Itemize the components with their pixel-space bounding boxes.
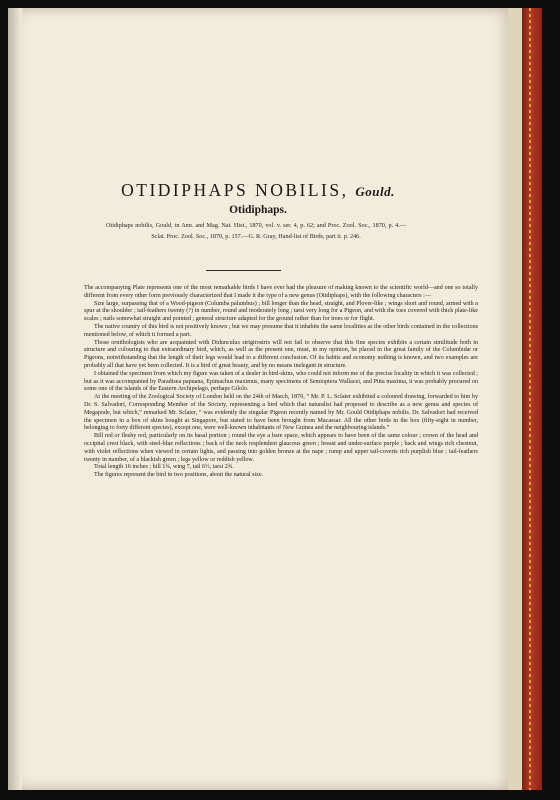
paragraph-4: Those ornithologists who are acquainted with Didunculus strigirostris will not fail to observe that this fine species exhibits a certain similitude both in structure and colouring to that extraordinary bird, which, as well as the present one, must, in my opinion, be placed in the great family of the Columbidæ or Pigeons, notwithstanding that the length of their legs would lead to a different conclusion. Of its habits and economy nothing is known, and two examples are probably all that have yet been collected. It is a bird of great beauty, and by no means inelegant in structure.	[84, 339, 478, 369]
page-edges	[508, 8, 522, 790]
references: Otidiphaps nobilis, Gould, in Ann. and Mag. Nat. Hist., 1870, vol. v. ser. 4, p. 62; and Proc. Zool. Soc., 1870, p. 4.—Sclat. Proc. Zool. Soc., 1870, p. 157.—G. R. Gray, Hand-list of Birds, part ii. p. 246.	[106, 222, 406, 240]
genus-subtitle: Otidiphaps.	[229, 204, 287, 216]
body-text	[84, 285, 478, 480]
book-page	[8, 8, 508, 790]
species-author: Gould.	[355, 184, 395, 199]
paragraph-7: Bill red or fleshy red, particularly on its basal portion ; round the eye a bare space, which appears to have been of the same colour ; crown of the head and occipital crest black, with steel-blue reflections ; back of the neck resplendent glaucous green ; breast and under-surface purple ; back and wings rich chestnut, with violet reflections when viewed in certain lights, and passing into golden bronze at the nape ; rump and upper tail-coverts rich purplish blue ; tail-feathers twenty in number, of a blackish green ; legs yellow or reddish yellow.	[84, 433, 478, 463]
background	[542, 0, 560, 800]
paragraph-3: The native country of this bird is not positively known ; but we may presume that it inhabits the same localities as the other birds contained in the collections mentioned below, of which it formed a part.	[84, 323, 478, 338]
red-binding	[522, 8, 542, 790]
divider-rule	[206, 270, 281, 271]
paragraph-6: At the meeting of the Zoological Society of London held on the 24th of March, 1870, “ Mr. P. L. Sclater exhibited a coloured drawing, forwarded to him by Dr. S. Salvadori, Corresponding Member of the Society, representing a bird which that naturalist had proposed to describe as a new genus and species of Megapode, but which,” remarked Mr. Sclater, “ was evidently the singular Pigeon recently named by Mr. Gould Otidiphaps nobilis. Dr. Salvadori had received the specimen in a box of skins bought at Singapore, but stated to have been brought from Macassar. All the other birds in the box (fifty-eight in number, belonging to forty different species), except one, were well-known inhabitants of New Guinea and the neighbouring islands.”	[84, 394, 478, 432]
paragraph-8: Total length 16 inches ; bill 1¾, wing 7, tail 6½, tarsi 2¾.	[94, 464, 234, 471]
paragraph-1: The accompanying Plate represents one of the most remarkable birds I have ever had the pleasure of making known to the scientific world—and one so totally different from every other form previously characterized that I made it the type of a new genus (Otidiphaps), with the following characters :—	[84, 285, 478, 299]
paragraph-5: I obtained the specimen from which my figure was taken of a dealer in bird-skins, who could not inform me of the precise locality in which it was collected ; but as it was accompanied by Paradisea papuana, Epimachus maximus, many specimens of Semioptera Wallacei, and Pitta maxima, it was probably procured on some one of the islands of the Eastern Archipelago, perhaps Gilolo.	[84, 370, 478, 393]
page-title	[8, 180, 508, 201]
species-title: OTIDIPHAPS NOBILIS,	[121, 180, 349, 200]
page-gutter	[8, 8, 22, 790]
paragraph-9: The figures represent the bird in two positions, about the natural size.	[94, 472, 264, 479]
paragraph-2: Size large, surpassing that of a Wood-pigeon (Columba palumbus) ; bill longer than the head, straight, and Plover-like ; wings short and round, armed with a spur at the shoulder ; tail-feathers twenty (?) in number, round and moderately long ; tarsi very long for a Pigeon, and with the toes covered with thick plate-like scales ; nails somewhat straight and pointed ; general structure adapted for the ground rather than for trees or for flight.	[84, 300, 478, 323]
